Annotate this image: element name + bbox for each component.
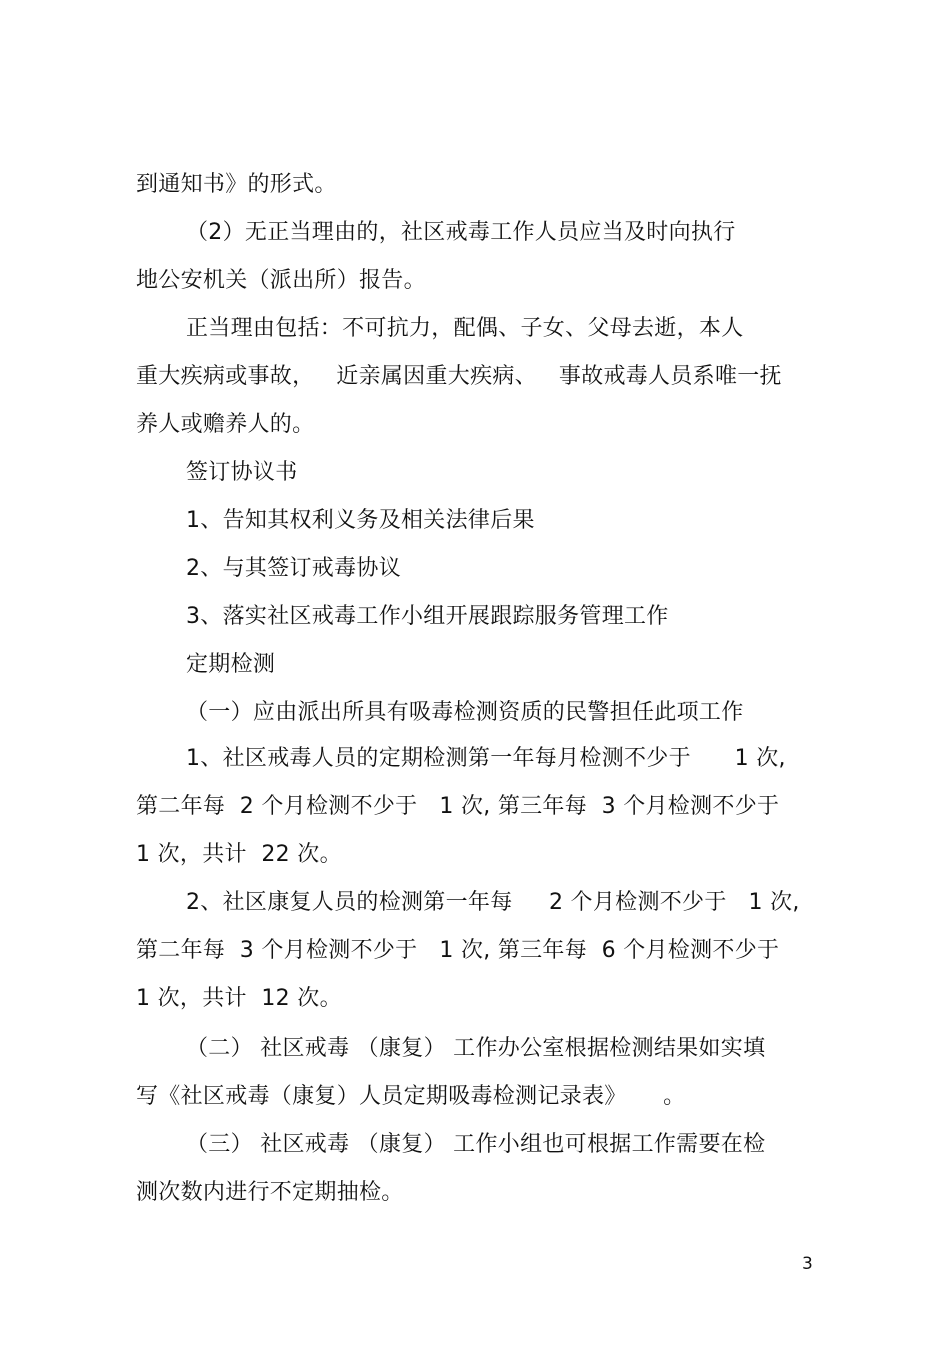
text-line: 正当理由包括：不可抗力，配偶、子女、父母去逝，本人 <box>186 316 744 341</box>
section-heading: 签订协议书 <box>186 460 298 485</box>
text-line: 地公安机关（派出所）报告。 <box>136 268 426 293</box>
list-item: 2、与其签订戒毒协议 <box>186 556 401 581</box>
page-number: 3 <box>802 1254 813 1274</box>
text-line: （2）无正当理由的，社区戒毒工作人员应当及时向执行 <box>186 220 736 245</box>
text-line: 重大疾病或事故， 近亲属因重大疾病、 事故戒毒人员系唯一抚 <box>136 364 782 389</box>
text-line: 测次数内进行不定期抽检。 <box>136 1180 404 1205</box>
text-line: 第二年每 2 个月检测不少于 1 次, 第三年每 3 个月检测不少于 <box>136 794 780 819</box>
section-heading: 定期检测 <box>186 652 276 677</box>
text-line: （二） 社区戒毒 （康复） 工作办公室根据检测结果如实填 <box>186 1036 766 1061</box>
text-line: 养人或赡养人的。 <box>136 412 315 437</box>
list-item: 3、落实社区戒毒工作小组开展跟踪服务管理工作 <box>186 604 669 629</box>
text-line: （一）应由派出所具有吸毒检测资质的民警担任此项工作 <box>186 700 744 725</box>
text-line: 第二年每 3 个月检测不少于 1 次, 第三年每 6 个月检测不少于 <box>136 938 780 963</box>
text-line: 2、社区康复人员的检测第一年每 2 个月检测不少于 1 次, <box>186 890 800 915</box>
text-line: 1 次，共计 12 次。 <box>136 986 342 1011</box>
list-item: 1、告知其权利义务及相关法律后果 <box>186 508 535 533</box>
text-line: 1 次，共计 22 次。 <box>136 842 342 867</box>
text-line: 1、社区戒毒人员的定期检测第一年每月检测不少于 1 次, <box>186 746 786 771</box>
text-line: 到通知书》的形式。 <box>136 172 337 197</box>
text-line: （三） 社区戒毒 （康复） 工作小组也可根据工作需要在检 <box>186 1132 766 1157</box>
text-line: 写《社区戒毒（康复）人员定期吸毒检测记录表》 。 <box>136 1084 686 1109</box>
